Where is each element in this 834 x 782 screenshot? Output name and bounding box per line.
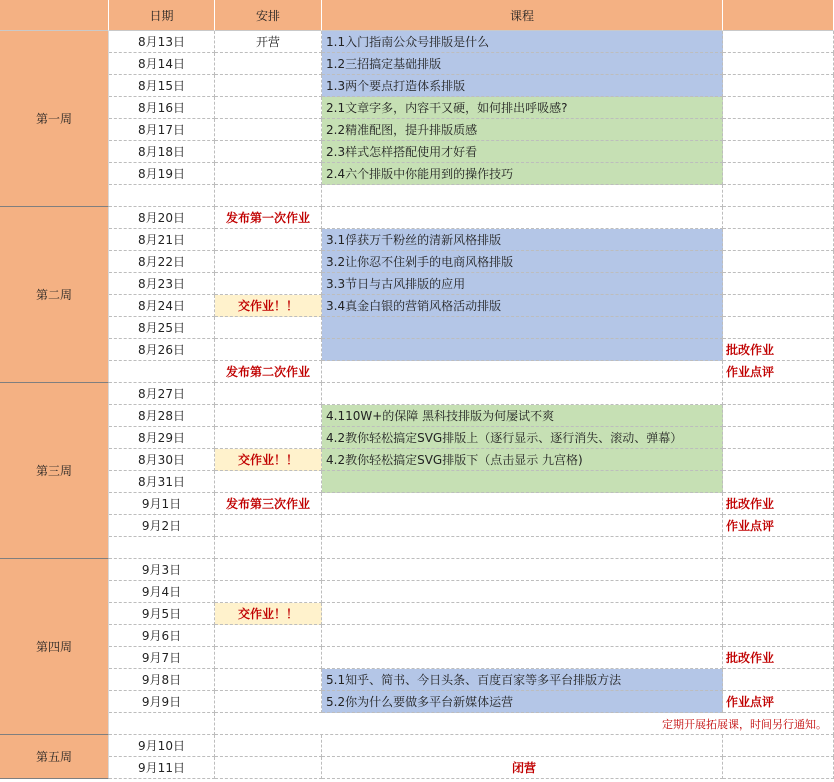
date-cell[interactable]: 8月25日 [109, 317, 215, 339]
date-cell[interactable]: 8月24日 [109, 295, 215, 317]
course-cell[interactable]: 3.4真金白银的营销风格活动排版 [322, 295, 723, 317]
arrangement-cell[interactable]: 发布第二次作业 [215, 361, 322, 383]
date-cell[interactable] [109, 537, 215, 559]
arrangement-cell[interactable] [215, 339, 322, 361]
date-cell[interactable]: 8月31日 [109, 471, 215, 493]
notes-cell[interactable] [723, 449, 834, 471]
date-cell[interactable]: 9月6日 [109, 625, 215, 647]
arrangement-cell[interactable] [215, 537, 322, 559]
date-cell[interactable]: 9月11日 [109, 757, 215, 779]
closing-cell[interactable]: 闭营 [322, 757, 723, 779]
course-cell[interactable]: 5.1知乎、简书、今日头条、百度百家等多平台排版方法 [322, 669, 723, 691]
course-cell[interactable]: 3.1俘获万千粉丝的清新风格排版 [322, 229, 723, 251]
notes-cell[interactable] [723, 273, 834, 295]
notes-cell[interactable] [723, 31, 834, 53]
header-arrangement[interactable]: 安排 [215, 0, 322, 31]
course-cell[interactable]: 3.2让你忍不住剁手的电商风格排版 [322, 251, 723, 273]
extension-notice-cell[interactable]: 定期开展拓展课，时间另行通知。 [215, 713, 834, 735]
course-cell[interactable] [322, 625, 723, 647]
arrangement-cell[interactable] [215, 75, 322, 97]
week-label-cell[interactable]: 第三周 [0, 383, 109, 559]
date-cell[interactable]: 8月17日 [109, 119, 215, 141]
header-course[interactable]: 课程 [322, 0, 723, 31]
notes-cell[interactable]: 作业点评 [723, 361, 834, 383]
notes-cell[interactable] [723, 405, 834, 427]
notes-cell[interactable] [723, 119, 834, 141]
arrangement-cell[interactable] [215, 97, 322, 119]
arrangement-cell[interactable] [215, 251, 322, 273]
header-notes[interactable] [723, 0, 834, 31]
date-cell[interactable]: 8月20日 [109, 207, 215, 229]
arrangement-cell[interactable] [215, 691, 322, 713]
notes-cell[interactable] [723, 75, 834, 97]
arrangement-cell[interactable]: 交作业！！ [215, 603, 322, 625]
date-cell[interactable]: 9月5日 [109, 603, 215, 625]
course-cell[interactable] [322, 339, 723, 361]
notes-cell[interactable] [723, 207, 834, 229]
course-cell[interactable] [322, 361, 723, 383]
arrangement-cell[interactable] [215, 119, 322, 141]
arrangement-cell[interactable] [215, 383, 322, 405]
notes-cell[interactable] [723, 757, 834, 779]
course-cell[interactable]: 2.2精准配图，提升排版质感 [322, 119, 723, 141]
arrangement-cell[interactable] [215, 427, 322, 449]
notes-cell[interactable] [723, 251, 834, 273]
date-cell[interactable]: 8月16日 [109, 97, 215, 119]
arrangement-cell[interactable] [215, 405, 322, 427]
course-cell[interactable]: 2.1文章字多，内容干又硬，如何排出呼吸感? [322, 97, 723, 119]
course-cell[interactable]: 1.3两个要点打造体系排版 [322, 75, 723, 97]
arrangement-cell[interactable] [215, 229, 322, 251]
course-cell[interactable] [322, 185, 723, 207]
course-cell[interactable] [322, 207, 723, 229]
notes-cell[interactable] [723, 97, 834, 119]
arrangement-cell[interactable] [215, 559, 322, 581]
course-cell[interactable]: 1.1入门指南公众号排版是什么 [322, 31, 723, 53]
date-cell[interactable]: 8月23日 [109, 273, 215, 295]
week-label-cell[interactable]: 第一周 [0, 31, 109, 207]
date-cell[interactable]: 8月18日 [109, 141, 215, 163]
arrangement-cell[interactable] [215, 515, 322, 537]
notes-cell[interactable] [723, 559, 834, 581]
date-cell[interactable]: 8月22日 [109, 251, 215, 273]
course-cell[interactable]: 5.2你为什么要做多平台新媒体运营 [322, 691, 723, 713]
date-cell[interactable]: 9月4日 [109, 581, 215, 603]
course-cell[interactable]: 4.2教你轻松搞定SVG排版下（点击显示 九宫格) [322, 449, 723, 471]
notes-cell[interactable]: 批改作业 [723, 647, 834, 669]
date-cell[interactable]: 8月30日 [109, 449, 215, 471]
notes-cell[interactable] [723, 427, 834, 449]
date-cell[interactable]: 9月9日 [109, 691, 215, 713]
date-cell[interactable]: 9月10日 [109, 735, 215, 757]
notes-cell[interactable] [723, 625, 834, 647]
notes-cell[interactable]: 作业点评 [723, 691, 834, 713]
date-cell[interactable]: 8月19日 [109, 163, 215, 185]
notes-cell[interactable] [723, 581, 834, 603]
course-cell[interactable]: 1.2三招搞定基础排版 [322, 53, 723, 75]
date-cell[interactable]: 8月29日 [109, 427, 215, 449]
arrangement-cell[interactable]: 开营 [215, 31, 322, 53]
course-cell[interactable] [322, 581, 723, 603]
arrangement-cell[interactable] [215, 625, 322, 647]
arrangement-cell[interactable] [215, 317, 322, 339]
course-cell[interactable] [322, 383, 723, 405]
notes-cell[interactable] [723, 229, 834, 251]
date-cell[interactable]: 8月26日 [109, 339, 215, 361]
week-label-cell[interactable]: 第四周 [0, 559, 109, 735]
date-cell[interactable] [109, 713, 215, 735]
notes-cell[interactable] [723, 603, 834, 625]
arrangement-cell[interactable] [215, 185, 322, 207]
notes-cell[interactable]: 批改作业 [723, 493, 834, 515]
arrangement-cell[interactable] [215, 273, 322, 295]
date-cell[interactable]: 9月3日 [109, 559, 215, 581]
notes-cell[interactable] [723, 317, 834, 339]
arrangement-cell[interactable]: 交作业！！ [215, 295, 322, 317]
notes-cell[interactable] [723, 163, 834, 185]
arrangement-cell[interactable] [215, 647, 322, 669]
date-cell[interactable]: 8月27日 [109, 383, 215, 405]
date-cell[interactable]: 9月2日 [109, 515, 215, 537]
date-cell[interactable]: 8月14日 [109, 53, 215, 75]
arrangement-cell[interactable] [215, 735, 322, 757]
course-cell[interactable]: 2.4六个排版中你能用到的操作技巧 [322, 163, 723, 185]
date-cell[interactable] [109, 361, 215, 383]
week-label-cell[interactable]: 第二周 [0, 207, 109, 383]
notes-cell[interactable] [723, 383, 834, 405]
course-cell[interactable]: 2.3样式怎样搭配使用才好看 [322, 141, 723, 163]
notes-cell[interactable] [723, 185, 834, 207]
notes-cell[interactable] [723, 669, 834, 691]
course-cell[interactable]: 4.2教你轻松搞定SVG排版上（逐行显示、逐行消失、滚动、弹幕） [322, 427, 723, 449]
notes-cell[interactable]: 作业点评 [723, 515, 834, 537]
notes-cell[interactable] [723, 295, 834, 317]
arrangement-cell[interactable]: 交作业！！ [215, 449, 322, 471]
date-cell[interactable]: 8月28日 [109, 405, 215, 427]
arrangement-cell[interactable] [215, 163, 322, 185]
date-cell[interactable] [109, 185, 215, 207]
arrangement-cell[interactable] [215, 581, 322, 603]
date-cell[interactable]: 8月13日 [109, 31, 215, 53]
course-cell[interactable] [322, 471, 723, 493]
course-cell[interactable] [322, 317, 723, 339]
course-cell[interactable]: 3.3节日与古风排版的应用 [322, 273, 723, 295]
week-label-cell[interactable]: 第五周 [0, 735, 109, 779]
arrangement-cell[interactable] [215, 471, 322, 493]
notes-cell[interactable] [723, 735, 834, 757]
arrangement-cell[interactable] [215, 141, 322, 163]
date-cell[interactable]: 9月1日 [109, 493, 215, 515]
header-date[interactable]: 日期 [109, 0, 215, 31]
course-cell[interactable] [322, 603, 723, 625]
date-cell[interactable]: 9月7日 [109, 647, 215, 669]
date-cell[interactable]: 8月15日 [109, 75, 215, 97]
course-cell[interactable] [322, 735, 723, 757]
course-cell[interactable]: 4.110W+的保障 黑科技排版为何屡试不爽 [322, 405, 723, 427]
course-cell[interactable] [322, 493, 723, 515]
arrangement-cell[interactable] [215, 669, 322, 691]
arrangement-cell[interactable] [215, 757, 322, 779]
arrangement-cell[interactable]: 发布第三次作业 [215, 493, 322, 515]
arrangement-cell[interactable] [215, 53, 322, 75]
arrangement-cell[interactable]: 发布第一次作业 [215, 207, 322, 229]
header-week[interactable] [0, 0, 109, 31]
notes-cell[interactable] [723, 537, 834, 559]
notes-cell[interactable] [723, 141, 834, 163]
notes-cell[interactable] [723, 471, 834, 493]
course-cell[interactable] [322, 559, 723, 581]
course-cell[interactable] [322, 515, 723, 537]
date-cell[interactable]: 9月8日 [109, 669, 215, 691]
course-cell[interactable] [322, 537, 723, 559]
date-cell[interactable]: 8月21日 [109, 229, 215, 251]
course-cell[interactable] [322, 647, 723, 669]
notes-cell[interactable]: 批改作业 [723, 339, 834, 361]
notes-cell[interactable] [723, 53, 834, 75]
